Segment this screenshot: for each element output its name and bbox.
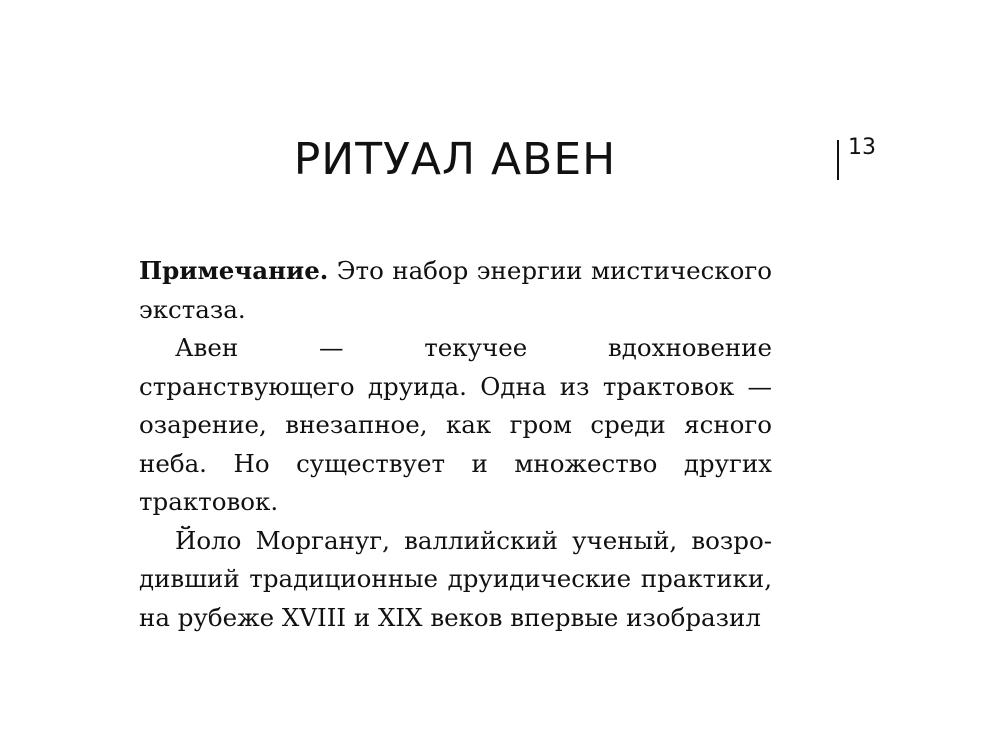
body-text	[139, 252, 772, 637]
note-text: Это набор энергии мистического экстаза.	[139, 256, 772, 324]
paragraph-note	[139, 252, 772, 329]
page-number-divider	[837, 140, 839, 180]
note-label: Примечание.	[139, 256, 329, 285]
page-number: 13	[848, 135, 876, 160]
paragraph-aven: Авен — текучее вдохновение странствующего друида. Одна из трактовок — озарение, внезапное, как гром среди ясного неба. Но существует и множество других трактовок.	[139, 333, 772, 516]
paragraph-iolo: Йоло Моргануг, валлийский ученый, возродивший традиционные друидические практики, на рубеже XVIII и XIX веков впервые изобразил	[139, 525, 772, 632]
chapter-title: РИТУАЛ АВЕН	[293, 134, 617, 185]
